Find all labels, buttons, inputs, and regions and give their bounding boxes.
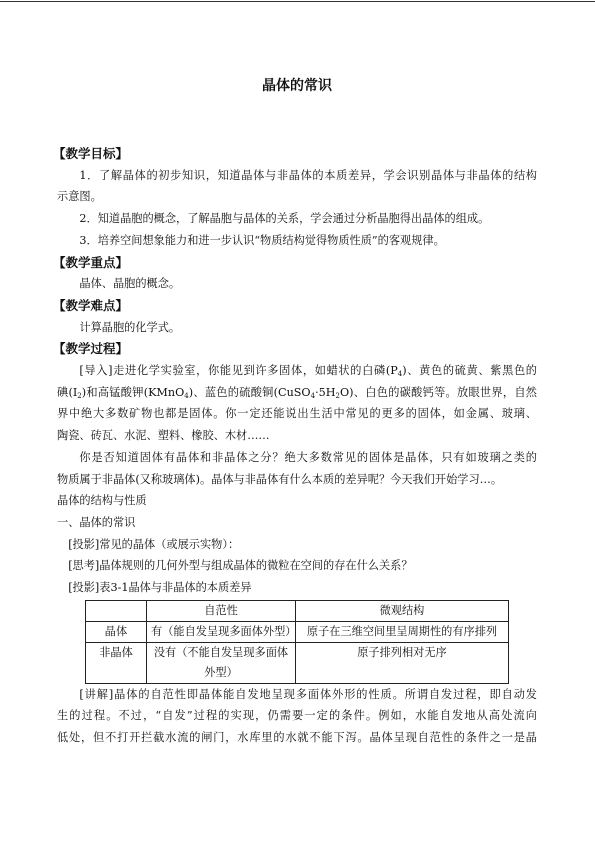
table-cell: 原子在三维空间里呈周期性的有序排列 (296, 621, 509, 642)
goal-item-2: 2．知道晶胞的概念，了解晶胞与晶体的关系，学会通过分析晶胞得出晶体的组成。 (79, 212, 490, 226)
document-body (53, 143, 537, 749)
header-rule (0, 1, 595, 2)
projection-2: [投影]表3-1晶体与非晶体的本质差异 (68, 581, 252, 595)
intro-line-4: 陶瓷、砖瓦、水泥、塑料、橡胶、木材…… (57, 429, 270, 443)
key-text: 晶体、晶胞的概念。 (79, 277, 181, 291)
page-title: 晶体的常识 (262, 78, 332, 94)
intro-line-1: [导入]走进化学实验室，你能见到许多固体，如蜡状的白磷$(P_4)$、黄色的硫黄、紫黑色的 (79, 364, 537, 379)
table-header-row (86, 600, 509, 621)
comparison-table (85, 600, 509, 684)
goal-item-1-line-1: 1．了解晶体的初步知识，知道晶体与非晶体的本质差异，学会识别晶体与非晶体的结构 (79, 168, 537, 182)
question-line-2: 物质属于非晶体(又称玻璃体)。晶体与非晶体有什么本质的差异呢？今天我们开始学习…。 (57, 472, 503, 486)
table-header-cell (86, 600, 147, 621)
explain-line-1: [讲解]晶体的自范性即晶体能自发地呈现多面体外形的性质。所谓自发过程，即自动发 (79, 687, 537, 701)
subsection-title: 一、晶体的常识 (57, 515, 136, 529)
table-header-cell: 微观结构 (296, 600, 509, 621)
table-cell: 原子排列相对无序 (296, 642, 509, 683)
goal-item-1-line-2: 示意图。 (57, 190, 102, 204)
explain-line-3: 低处，但不打开拦截水流的闸门，水库里的水就不能下泻。晶体呈现自范性的条件之一是晶 (57, 731, 537, 745)
table-row (86, 642, 509, 683)
table-row (86, 621, 509, 642)
key-heading: 【教学重点】 (53, 254, 129, 270)
difficult-text: 计算晶胞的化学式。 (79, 320, 181, 334)
think-question: [思考]晶体规则的几何外型与组成晶体的微粒在空间的存在什么关系？ (68, 559, 413, 573)
goal-item-3: 3．培养空间想象能力和进一步认识“物质结构觉得物质性质”的客观规律。 (79, 233, 445, 247)
intro-line-3: 界中绝大多数矿物也都是固体。你一定还能说出生活中常见的更多的固体，如金属、玻璃、 (57, 407, 537, 421)
process-heading: 【教学过程】 (53, 341, 129, 357)
table-cell: 有（能自发呈现多面体外型） (147, 621, 296, 642)
goals-heading: 【教学目标】 (53, 146, 129, 161)
table-cell: 没有（不能自发呈现多面体外型） (147, 642, 296, 683)
intro-line-2: 碘$(I_2)$和高锰酸钾(KMnO$_4$)、蓝色的硫酸铜$(CuSO_4\cdot 5H_2O)$、白色的碳酸钙等。放眼世界，自然 (57, 385, 537, 400)
section-title: 晶体的结构与性质 (57, 494, 147, 508)
question-line-1: 你是否知道固体有晶体和非晶体之分？绝大多数常见的固体是晶体，只有如玻璃之类的 (79, 450, 537, 464)
projection-1: [投影]常见的晶体（或展示实物）： (68, 537, 240, 551)
table-cell: 晶体 (86, 621, 147, 642)
table-header-cell: 自范性 (147, 600, 296, 621)
explain-line-2: 生的过程。不过，“自发”过程的实现，仍需要一定的条件。例如，水能自发地从高处流向 (57, 709, 537, 723)
table-cell: 非晶体 (86, 642, 147, 683)
difficult-heading: 【教学难点】 (53, 297, 129, 313)
